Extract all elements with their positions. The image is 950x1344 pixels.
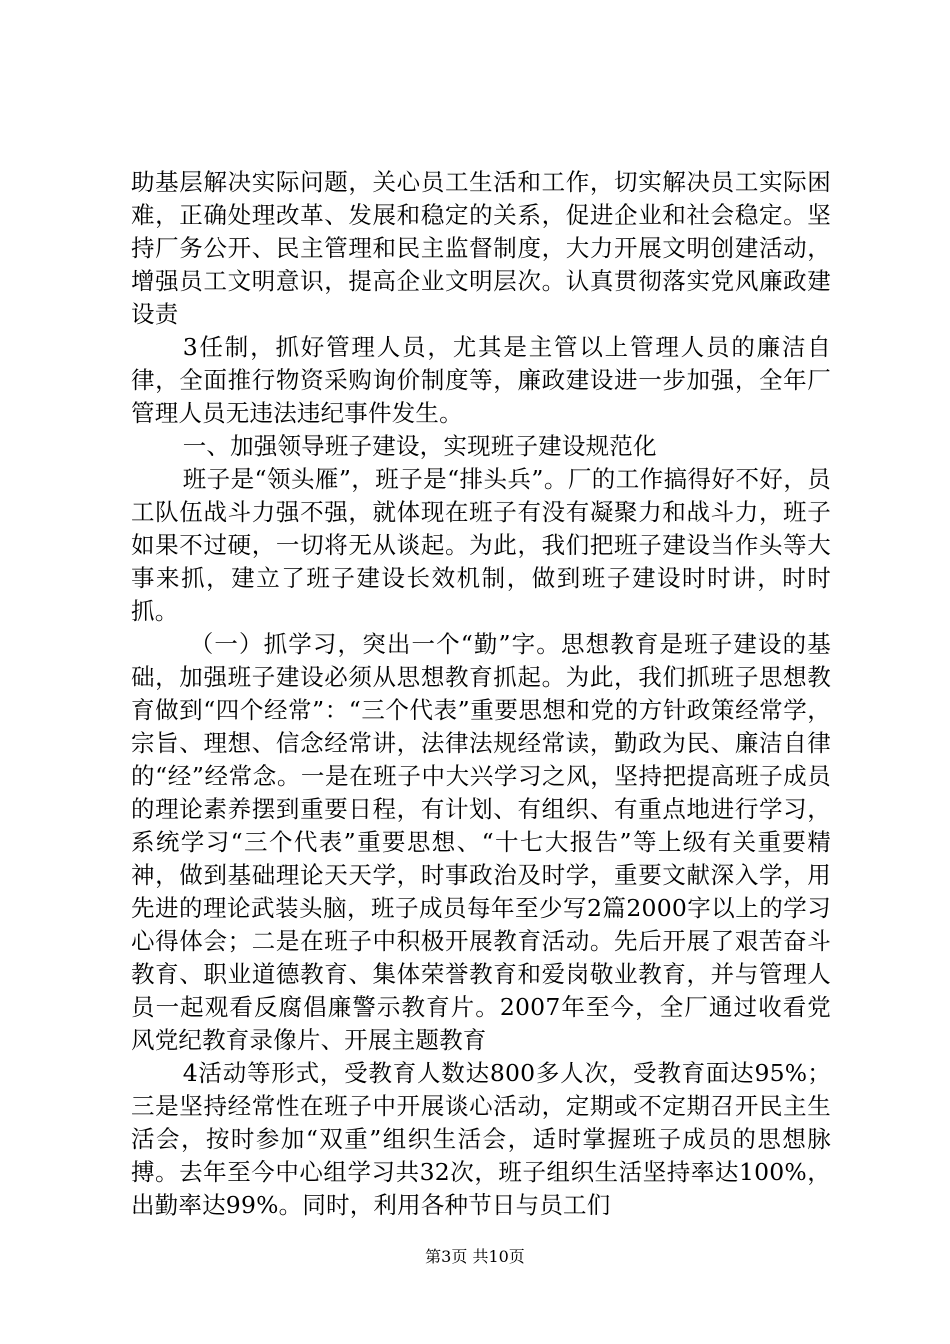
paragraph-5: 4活动等形式，受教育人数达800多人次，受教育面达95%；三是坚持经常性在班子中开展谈心活动，定期或不定期召开民主生活会，按时参加“双重”组织生活会，适时掌握班子成员的思想脉搏。去年至今中心组学习共32次，班子组织生活坚持率达100%，出勤率达99%。同时，利用各种节日与员工们 — [131, 1059, 831, 1219]
paragraph-3: 班子是“领头雁”，班子是“排头兵”。厂的工作搞得好不好，员工队伍战斗力强不强，就体现在班子有没有凝聚力和战斗力，班子如果不过硬，一切将无从谈起。为此，我们把班子建设当作头等大事来抓，建立了班子建设长效机制，做到班子建设时时讲，时时抓。 — [131, 465, 831, 625]
paragraph-2: 3任制，抓好管理人员，尤其是主管以上管理人员的廉洁自律，全面推行物资采购询价制度等，廉政建设进一步加强，全年厂管理人员无违法违纪事件发生。 — [131, 333, 831, 427]
paragraph-4: （一）抓学习，突出一个“勤”字。思想教育是班子建设的基础，加强班子建设必须从思想教育抓起。为此，我们抓班子思想教育做到“四个经常”：“三个代表”重要思想和党的方针政策经常学，宗旨、理想、信念经常讲，法律法规经常读，勤政为民、廉洁自律的“经”经常念。一是在班子中大兴学习之风，坚持把提高班子成员的理论素养摆到重要日程，有计划、有组织、有重点地进行学习，系统学习“三个代表”重要思想、“十七大报告”等上级有关重要精神，做到基础理论天天学，时事政治及时学，重要文献深入学，用先进的理论武装头脑，班子成员每年至少写2篇2000字以上的学习心得体会；二是在班子中积极开展教育活动。先后开展了艰苦奋斗教育、职业道德教育、集体荣誉教育和爱岗敬业教育，并与管理人员一起观看反腐倡廉警示教育片。2007年至今，全厂通过收看党风党纪教育录像片、开展主题教育 — [131, 630, 831, 1054]
section-heading: 一、加强领导班子建设，实现班子建设规范化 — [182, 432, 657, 460]
page-footer: 第3页 共10页 — [425, 1247, 525, 1266]
document-body — [131, 166, 831, 1222]
paragraph-1: 助基层解决实际问题，关心员工生活和工作，切实解决员工实际困难，正确处理改革、发展和稳定的关系，促进企业和社会稳定。坚持厂务公开、民主管理和民主监督制度，大力开展文明创建活动，增强员工文明意识，提高企业文明层次。认真贯彻落实党风廉政建设责 — [131, 168, 831, 328]
